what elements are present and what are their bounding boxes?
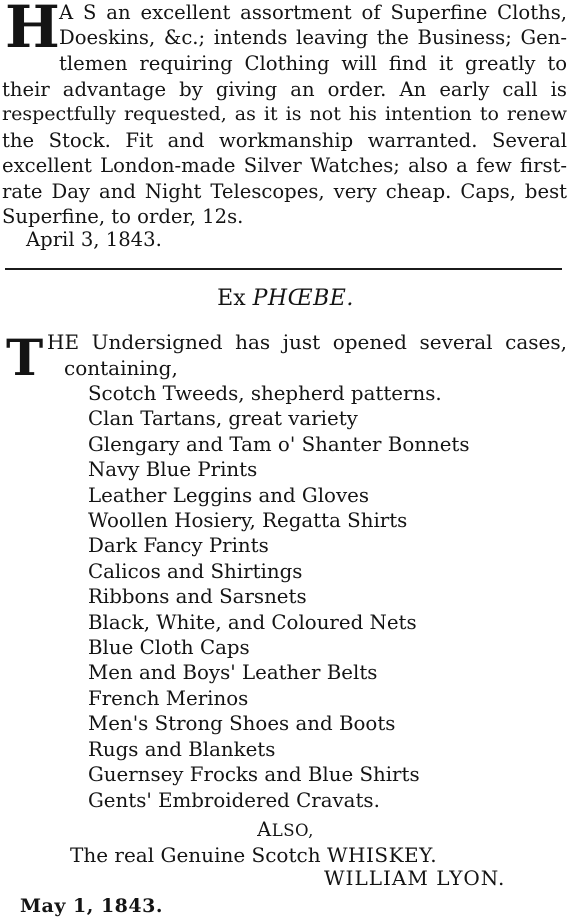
drop-cap-t: T — [6, 328, 44, 387]
ad1-line-5: respectfully requested, as it is not his intention to renew — [2, 103, 567, 125]
also-heading — [0, 818, 571, 841]
ad2-intro-line-1: HE Undersigned has just opened several cases, — [47, 330, 567, 354]
column-rule — [5, 268, 562, 270]
list-item: Black, White, and Coloured Nets — [88, 610, 417, 634]
ad1-line-2: Doeskins, &c.; intends leaving the Business; Gen- — [59, 26, 567, 49]
whiskey-prefix: The real Genuine Scotch — [70, 843, 321, 867]
list-item: Leather Leggins and Gloves — [88, 483, 370, 507]
list-item: French Merinos — [88, 686, 249, 710]
list-item: Navy Blue Prints — [88, 458, 258, 482]
also-rest: LSO, — [271, 821, 314, 840]
goods-list — [88, 381, 470, 813]
ad1-line-9: Superfine, to order, 12s. — [2, 205, 244, 228]
drop-cap-h: H — [5, 0, 60, 61]
list-item: Rugs and Blankets — [88, 737, 276, 761]
ad1-line-7: excellent London-made Silver Watches; also a few first- — [2, 154, 567, 177]
list-item: Clan Tartans, great variety — [88, 407, 358, 431]
list-item: Dark Fancy Prints — [88, 534, 269, 558]
ad2-date: May 1, 1843. — [20, 895, 163, 917]
list-item: Woollen Hosiery, Regatta Shirts — [88, 509, 408, 533]
list-item: Scotch Tweeds, shepherd patterns. — [88, 382, 442, 405]
heading-prefix: Ex — [217, 286, 246, 311]
signature: WILLIAM LYON. — [324, 866, 506, 890]
list-item: Men and Boys' Leather Belts — [88, 661, 378, 685]
whiskey-word: WHISKEY. — [326, 843, 438, 867]
list-item: Calicos and Shirtings — [88, 559, 303, 583]
ad1-line-3: tlemen requiring Clothing will find it greatly to — [59, 52, 567, 75]
list-item: Ribbons and Sarsnets — [88, 585, 307, 609]
ad2-heading — [0, 286, 571, 311]
ad1-line-8: rate Day and Night Telescopes, very cheap. Caps, best — [2, 180, 567, 203]
ad1-line-6: the Stock. Fit and workmanship warranted. Several — [2, 129, 567, 152]
list-item: Glengary and Tam o' Shanter Bonnets — [88, 432, 470, 456]
ad1-date: April 3, 1843. — [26, 228, 162, 251]
list-item: Gents' Embroidered Cravats. — [88, 788, 380, 812]
ad1-line-1: A S an excellent assortment of Superfine Cloths, — [59, 1, 567, 24]
whiskey-line — [70, 843, 437, 867]
list-item: Guernsey Frocks and Blue Shirts — [88, 763, 420, 787]
ad1-line-4: their advantage by giving an order. An early call is — [2, 78, 567, 101]
list-item: Blue Cloth Caps — [88, 636, 250, 660]
ship-name: PHŒBE. — [252, 286, 354, 311]
also-initial: A — [257, 818, 272, 841]
list-item: Men's Strong Shoes and Boots — [88, 712, 396, 736]
ad2-intro-line-2: containing, — [64, 356, 178, 380]
